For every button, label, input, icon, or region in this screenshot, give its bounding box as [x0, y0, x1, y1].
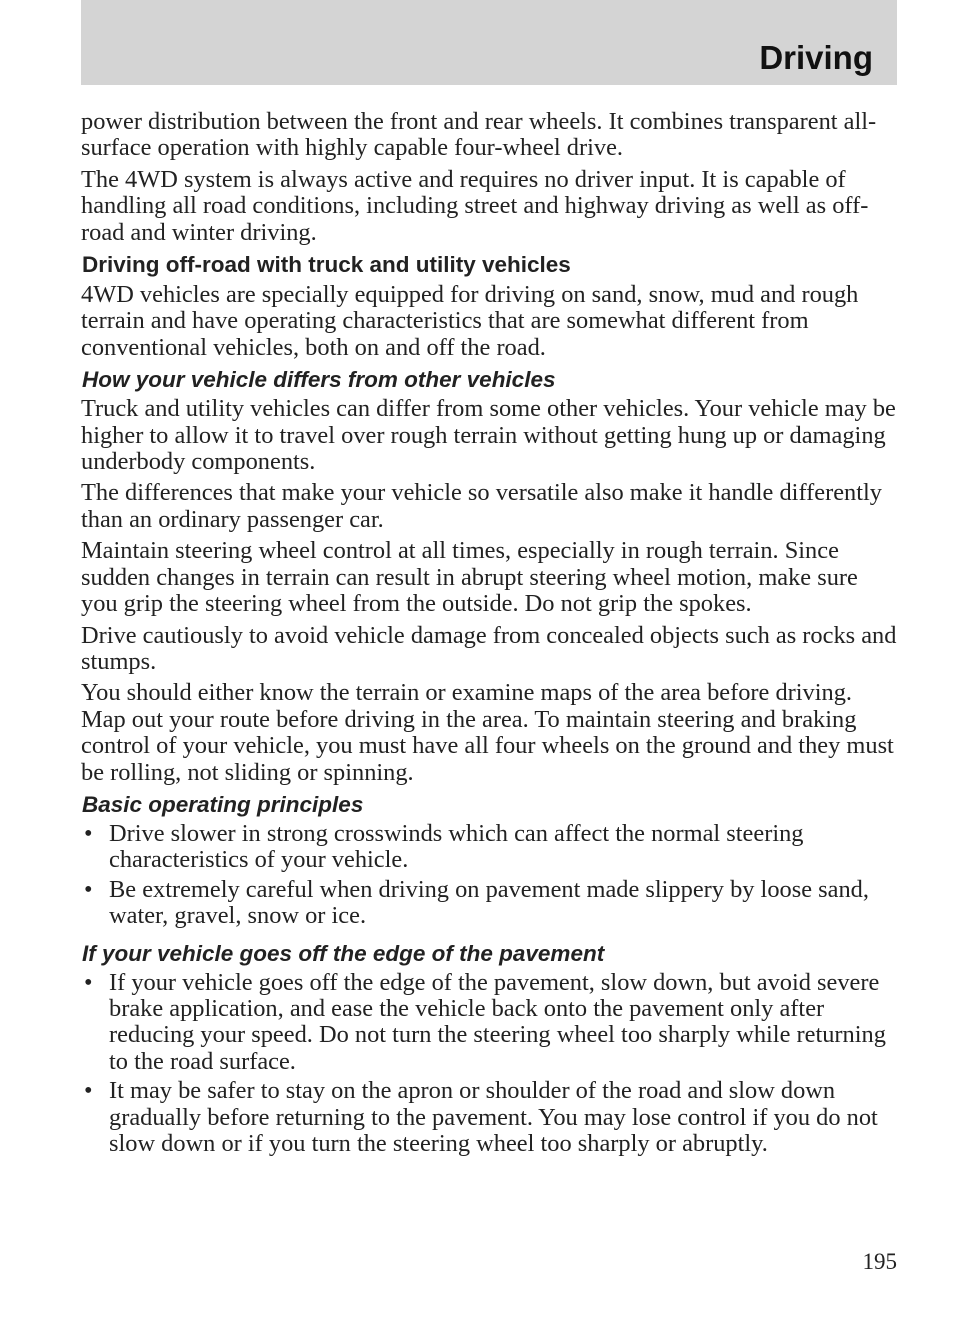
off-pavement-list: [81, 970, 899, 1158]
list-item: [81, 821, 899, 874]
bullet-icon: •: [84, 968, 93, 996]
list-item: [81, 1078, 899, 1157]
differs-paragraph-4: Drive cautiously to avoid vehicle damage from concealed objects such as rocks and stumps.: [81, 621, 897, 675]
section-heading-offroad: Driving off-road with truck and utility vehicles: [82, 252, 571, 278]
list-item-text: It may be safer to stay on the apron or shoulder of the road and slow down gradually before returning to the pavement. You may lose control if you do not slow down or if you turn the steering wheel too sharply or abruptly.: [109, 1077, 878, 1157]
bullet-icon: •: [84, 1077, 93, 1105]
bullet-icon: •: [84, 875, 93, 903]
intro-paragraph-2: The 4WD system is always active and requires no driver input. It is capable of handling all road conditions, including street and highway driving as well as off-road and winter driving.: [81, 165, 869, 246]
list-item-text: Drive slower in strong crosswinds which can affect the normal steering characteristics of your vehicle.: [109, 819, 804, 874]
header-bar: [81, 0, 897, 85]
differs-paragraph-5: You should either know the terrain or examine maps of the area before driving. Map out your route before driving in the area. To maintain steering and braking control of your vehicle, you must have all four wheels on the ground and they must be rolling, not sliding or spinning.: [81, 679, 894, 786]
differs-paragraph-2: The differences that make your vehicle so versatile also make it handle differently than an ordinary passenger car.: [81, 479, 882, 533]
differs-paragraph-1: Truck and utility vehicles can differ from some other vehicles. Your vehicle may be higher to allow it to travel over rough terrain without getting hung up or damaging underbody components.: [81, 395, 896, 476]
page-content: [81, 109, 899, 1161]
list-item-text: Be extremely careful when driving on pavement made slippery by loose sand, water, gravel, snow or ice.: [109, 875, 869, 930]
bullet-icon: •: [84, 819, 93, 847]
page-title: Driving: [759, 39, 873, 76]
intro-paragraph-1: power distribution between the front and rear wheels. It combines transparent all-surface operation with highly capable four-wheel drive.: [81, 108, 877, 162]
list-item: [81, 970, 899, 1076]
page-number: 195: [862, 1249, 897, 1274]
list-item-text: If your vehicle goes off the edge of the pavement, slow down, but avoid severe brake application, and ease the vehicle back onto the pavement only after reducing your speed. Do not turn the steering wheel too sharply while returning to the road surface.: [109, 968, 886, 1075]
offroad-paragraph: 4WD vehicles are specially equipped for driving on sand, snow, mud and rough terrain and have operating characteristics that are somewhat different from conventional vehicles, both on and off the road.: [81, 281, 859, 361]
list-item: [81, 877, 899, 930]
subheading-vehicle-differs: How your vehicle differs from other vehicles: [82, 367, 556, 393]
subheading-off-pavement: If your vehicle goes off the edge of the pavement: [82, 940, 605, 966]
differs-paragraph-3: Maintain steering wheel control at all times, especially in rough terrain. Since sudden changes in terrain can result in abrupt steering wheel motion, make sure you grip the steering wheel from the outside. Do not grip the spokes.: [81, 537, 858, 618]
basic-principles-list: [81, 821, 899, 930]
subheading-basic-principles: Basic operating principles: [82, 791, 364, 817]
